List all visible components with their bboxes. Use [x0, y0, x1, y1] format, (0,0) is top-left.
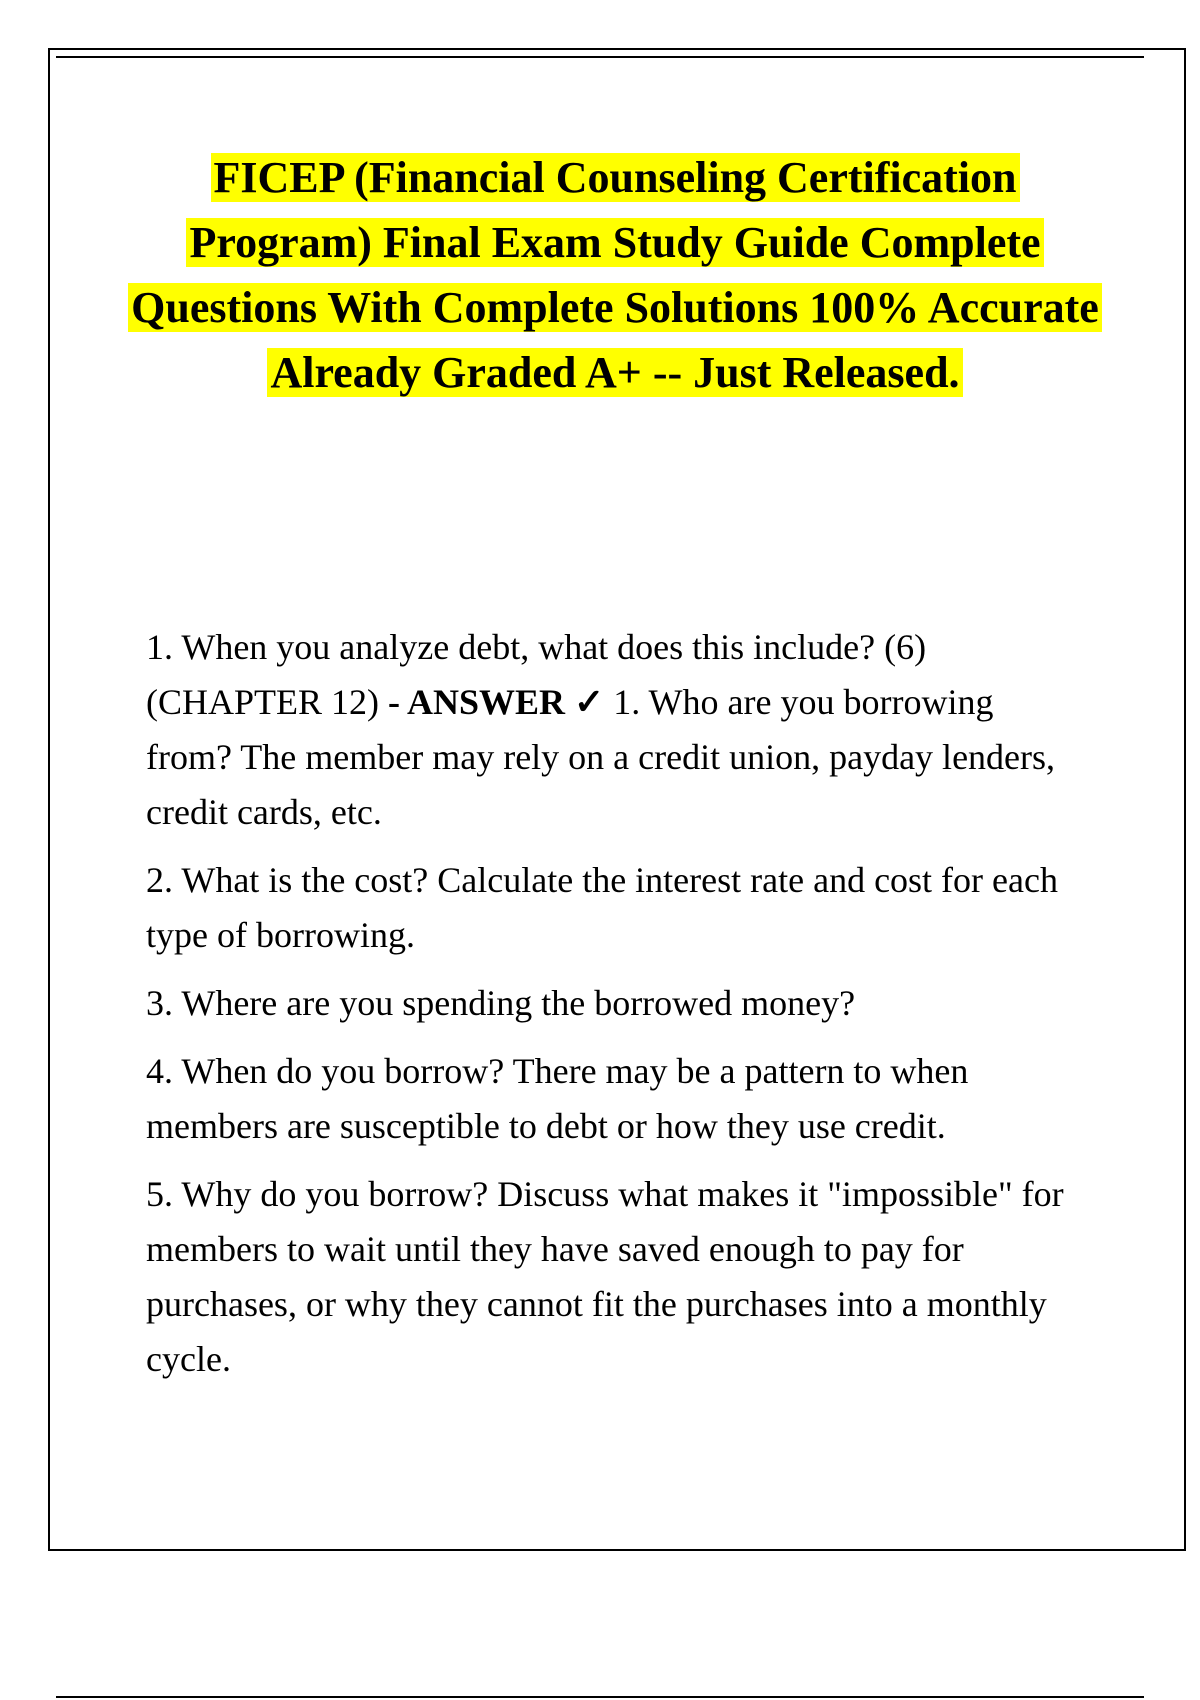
answer-item-2: 2. What is the cost? Calculate the interest rate and cost for each type of borrowing.	[146, 860, 1058, 955]
answer-item-3: 3. Where are you spending the borrowed money?	[146, 983, 856, 1023]
question-1	[146, 620, 1086, 840]
answer-label: - ANSWER ✓	[388, 682, 605, 722]
bottom-rule	[56, 1696, 1144, 1698]
document-body	[146, 620, 1086, 1400]
title-highlight: FICEP (Financial Counseling Certification Program) Final Exam Study Guide Complete Questions With Complete Solutions 100% Accurate Already Graded A+ -- Just Released.	[128, 153, 1102, 397]
document-title	[120, 145, 1110, 405]
top-rule	[56, 56, 1144, 58]
answer-item-5: 5. Why do you borrow? Discuss what makes it "impossible" for members to wait until they have saved enough to pay for purchases, or why they cannot fit the purchases into a monthly cycle.	[146, 1174, 1064, 1379]
answer-item-4: 4. When do you borrow? There may be a pattern to when members are susceptible to debt or how they use credit.	[146, 1051, 969, 1146]
answer-1-text: 1. Who are you borrowing from? The member may rely on a credit union, payday lenders, credit cards, etc.	[146, 682, 1056, 832]
question-1-text: 1. When you analyze debt, what does this include? (6) (CHAPTER 12)	[146, 627, 927, 722]
